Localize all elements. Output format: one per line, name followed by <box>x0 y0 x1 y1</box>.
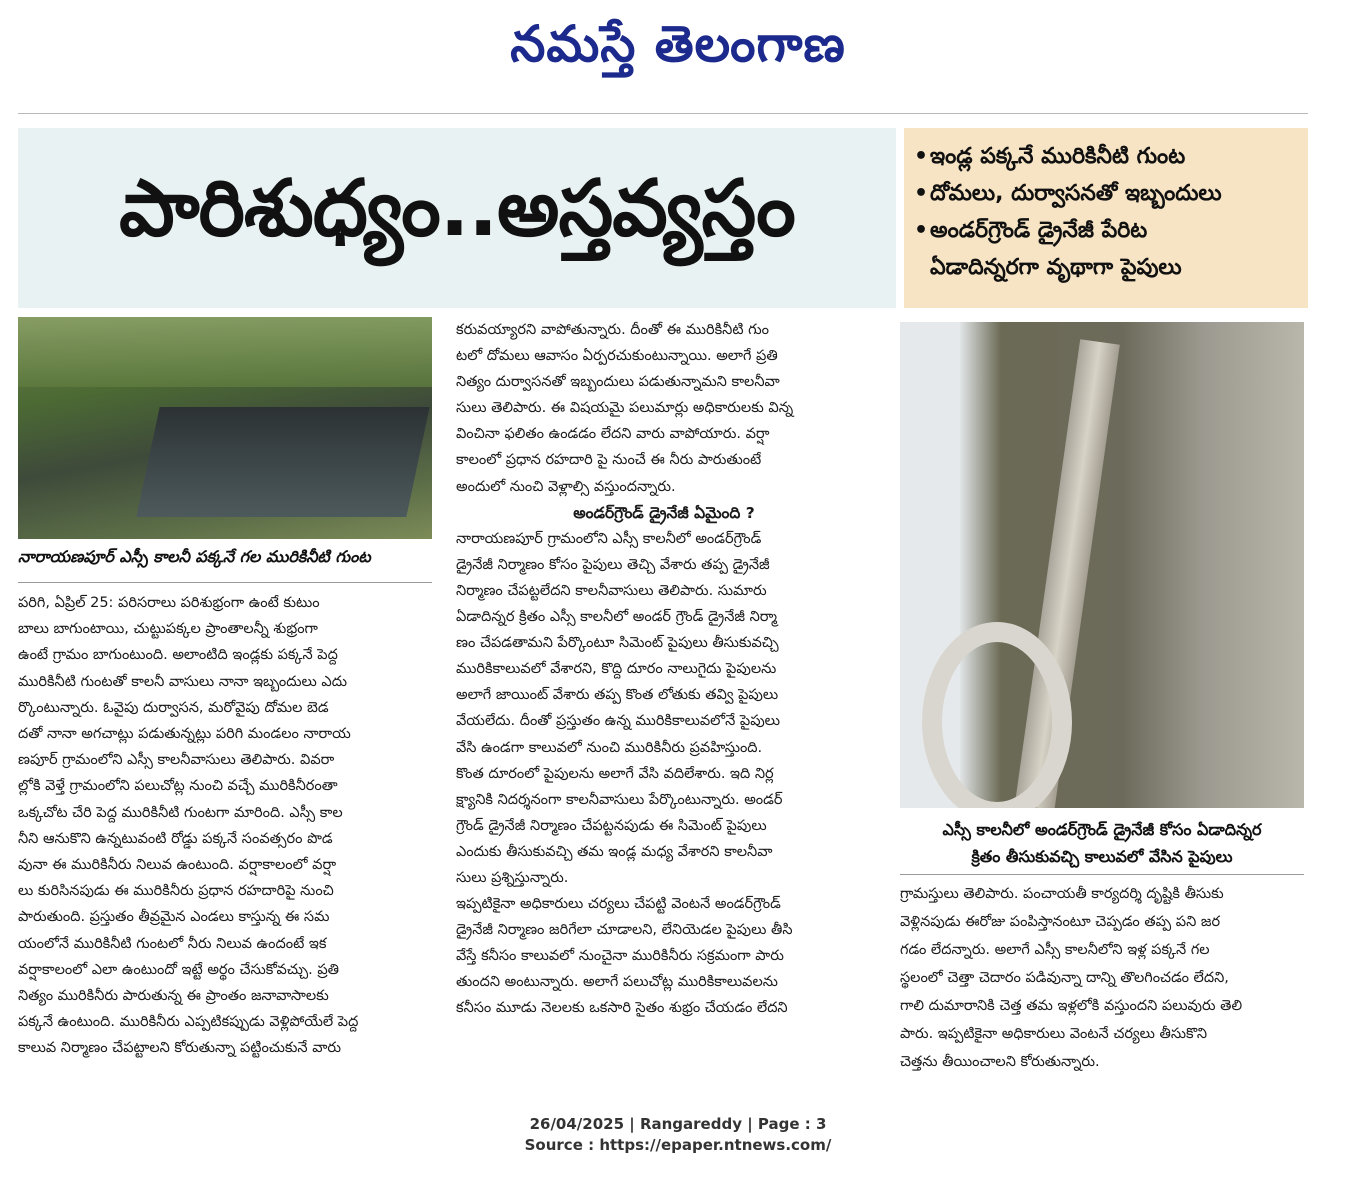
article-line: పరిగి, ఏప్రిల్ 25: పరిసరాలు పరిశుభ్రంగా ఉంటే కుటుం <box>18 595 320 611</box>
article-line: గ్రామస్తులు తెలిపారు. పంచాయతీ కార్యదర్శి దృష్టికి తీసుకు <box>900 886 1224 902</box>
article-line: నిత్యం మురికినీరు పారుతున్న ఈ ప్రాంతం జనావాసాలకు <box>18 988 329 1005</box>
article-line: నిత్యం దుర్వాసనతో ఇబ్బందులు పడుతున్నామని కాలనీవా <box>456 374 780 391</box>
caption-line: ఎస్సీ కాలనీలో అండర్‌గ్రౌండ్ డ్రైనేజీ కోసం ఏడాదిన్నర <box>942 820 1262 839</box>
article-line: పక్కనే ఉంటుంది. మురికినీరు ఎప్పటికప్పుడు వెళ్లిపోయేలే పెద్ద <box>18 1014 359 1031</box>
edition-info: 26/04/2025 | Rangareddy | Page : 3 <box>529 1115 827 1133</box>
article-line: వునా ఈ మురికినీరు నిలువ ఉంటుంది. వర్షాకాలంలో వర్షా <box>18 857 337 874</box>
article-line: ర్కొంటున్నారు. ఓవైపు దుర్వాసన, మరోవైపు దోమల బెడ <box>18 699 329 716</box>
photo-pipe-ring <box>922 622 1072 808</box>
article-line: వేయలేదు. దీంతో ప్రస్తుతం ఉన్న మురికికాలువలోనే పైపులు <box>456 713 780 730</box>
article-line: సులు తెలిపారు. ఈ విషయమై పలుమార్లు అధికారులకు విన్న <box>456 400 794 417</box>
article-line: టలో దోమలు ఆవాసం ఏర్పరచుకుంటున్నాయి. అలాగే ప్రతి <box>456 348 778 365</box>
article-line: ఏడాదిన్నర క్రితం ఎస్సీ కాలనీలో అండర్ గ్రౌండ్ డ్రైనేజీ నిర్మా <box>456 609 778 626</box>
bullet-icon: • <box>914 181 929 206</box>
article-line: కాలంలో ప్రధాన రహదారి పై నుంచే ఈ నీరు పారుతుంటే <box>456 452 762 469</box>
article-line: అందులో నుంచి వెళ్లాల్సి వస్తుందన్నారు. <box>456 478 676 495</box>
article-line: నీని ఆనుకొని ఉన్నటువంటి రోడ్డు పక్కనే సంవత్సరం పొడ <box>18 830 333 847</box>
article-line: పారుతుంది. ప్రస్తుతం తీవ్రమైన ఎండలు కాస్తున్న ఈ సమ <box>18 909 330 926</box>
article-line: ణపూర్ గ్రామంలోని ఎస్సీ కాలనీవాసులు తెలిపారు. వివరా <box>18 752 335 769</box>
article-column-right <box>900 880 1304 1076</box>
article-line: వించినా ఫలితం ఉండడం లేదని వారు వాపోయారు. వర్షా <box>456 426 770 443</box>
article-line: దతో నానా అగచాట్లు పడుతున్నట్లు పరిగి మండలం నారాయ <box>18 726 351 743</box>
photo-water <box>136 407 429 517</box>
article-line: సులు ప్రశ్నిస్తున్నారు. <box>456 869 569 886</box>
article-line: ఉంటే గ్రామం బాగుంటుంది. అలాంటిది ఇండ్లకు పక్కనే పెద్ద <box>18 647 338 664</box>
highlight-item: •అండర్‌గ్రౌండ్ డ్రైనేజీ పేరిట <box>914 212 1300 249</box>
highlights-box <box>904 128 1308 308</box>
article-line: క్ష్యానికి నిదర్శనంగా కాలనీవాసులు పేర్కొంటున్నారు. అండర్ <box>456 791 783 808</box>
article-subheading: అండర్‌గ్రౌండ్ డ్రైనేజీ ఏమైంది ? <box>573 503 755 522</box>
article-line: వేసి ఉండగా కాలువలో నుంచి మురికినీరు ప్రవహిస్తుంది. <box>456 739 763 756</box>
caption-divider <box>18 582 432 583</box>
article-line: పారు. ఇప్పటికైనా అధికారులు వెంటనే చర్యలు తీసుకొని <box>900 1026 1208 1042</box>
caption-line: క్రితం తీసుకువచ్చి కాలువలో వేసిన పైపులు <box>971 847 1233 866</box>
article-line: వర్షాకాలంలో ఎలా ఉంటుందో ఇట్టే అర్థం చేసుకోవచ్చు. ప్రతి <box>18 961 340 978</box>
newspaper-logo: నమస్తే తెలంగాణ <box>510 14 846 73</box>
article-line: నిర్మాణం చేపట్టలేదని కాలనీవాసులు తెలిపారు. సుమారు <box>456 582 767 599</box>
article-line: చెత్తను తీయించాలని కోరుతున్నారు. <box>900 1054 1100 1070</box>
article-line: కాలువ నిర్మాణం చేపట్టాలని కోరుతున్నా పట్టించుకునే వారు <box>18 1040 342 1057</box>
article-line: యంలోనే మురికినీటి గుంటలో నీరు నిలువ ఉందంటే ఇక <box>18 935 327 952</box>
article-line: గడం లేదన్నారు. అలాగే ఎస్సీ కాలనీలోని ఇళ్ల పక్కనే గల <box>900 942 1210 958</box>
article-line: గాలి దుమారానికి చెత్త తమ ఇళ్లలోకి వస్తుందని పలువురు తెలి <box>900 998 1243 1014</box>
article-column-left <box>18 590 432 1062</box>
bullet-icon: • <box>914 144 929 169</box>
highlight-item-continued: ఏడాదిన్నరగా వృథాగా పైపులు <box>930 255 1182 280</box>
drainage-pipes-photo <box>900 322 1304 808</box>
photo-caption-right <box>900 816 1304 870</box>
source-link: Source : https://epaper.ntnews.com/ <box>524 1136 832 1154</box>
highlight-item: •ఇండ్ల పక్కనే మురికినీటి గుంట <box>914 138 1300 175</box>
article-line: ల్లోకి వెళ్తే గ్రామంలోని పలుచోట్ల నుంచి వచ్చే మురికినీరంతా <box>18 778 338 795</box>
article-line: ఒక్కచోట చేరి పెద్ద మురికినీటి గుంటగా మారింది. ఎస్సీ కాల <box>18 804 343 821</box>
article-line: అలాగే జాయింట్ వేశారు తప్ప కొంత లోతుకు తవ్వి పైపులు <box>456 687 779 704</box>
article-line: డ్రైనేజీ నిర్మాణం కోసం పైపులు తెచ్చి వేశారు తప్ప డ్రైనేజీ <box>456 556 770 573</box>
article-line: ణం చేపడతామని పేర్కొంటూ సిమెంట్ పైపులు తీసుకువచ్చి <box>456 635 779 652</box>
sewage-pit-photo <box>18 317 432 539</box>
article-line: వెళ్లినపుడు ఈరోజు పంపిస్తానంటూ చెప్పడం తప్ప పని జర <box>900 914 1221 930</box>
article-line: మురికికాలువలో వేశారని, కొద్ది దూరం నాలుగైదు పైపులను <box>456 661 777 678</box>
caption-divider <box>900 874 1304 875</box>
article-line: లు కురిసినపుడు ఈ మురికినీరు ప్రధాన రహదారిపై నుంచి <box>18 883 334 900</box>
page-footer <box>0 1114 1356 1156</box>
article-line: గ్రౌండ్ డ్రైనేజీ నిర్మాణం చేపట్టనపుడు ఈ సిమెంట్ పైపులు <box>456 817 767 834</box>
photo-caption-left: నారాయణపూర్ ఎస్సీ కాలనీ పక్కనే గల మురికినీటి గుంట <box>18 547 371 566</box>
article-line: ఇప్పటికైనా అధికారులు చర్యలు చేపట్టి వెంటనే అండర్‌గ్రౌండ్ <box>456 896 781 913</box>
article-line: ఎందుకు తీసుకువచ్చి తమ ఇండ్ల మధ్య వేశారని కాలనీవా <box>456 843 773 860</box>
photo-vegetation <box>18 317 432 387</box>
article-line: కొంత దూరంలో పైపులను అలాగే వేసి వదిలేశారు. ఇది నిర్ల <box>456 765 774 782</box>
headline-banner <box>18 128 896 308</box>
highlight-item: •దోమలు, దుర్వాసనతో ఇబ్బందులు <box>914 175 1300 212</box>
article-line: స్థలంలో చెత్తా చెదారం పడివున్నా దాన్ని తొలగించడం లేదని, <box>900 970 1229 986</box>
article-line: వేస్తే కనీసం కాలువలో నుంచైనా మురికినీరు సక్రమంగా పారు <box>456 948 784 965</box>
article-line: నారాయణపూర్ గ్రామంలోని ఎస్సీ కాలనీలో అండర్‌గ్రౌండ్ <box>456 530 762 547</box>
article-line: డ్రైనేజీ నిర్మాణం జరిగేలా చూడాలని, లేనియెడల పైపులు తీసి <box>456 922 793 939</box>
article-line: కనీసం మూడు నెలలకు ఒకసారి సైతం శుభ్రం చేయడం లేదని <box>456 1000 788 1017</box>
article-line: కరువయ్యారని వాపోతున్నారు. దీంతో ఈ మురికినీటి గుం <box>456 322 769 338</box>
article-column-middle <box>456 317 872 1022</box>
masthead <box>0 0 1356 100</box>
headline: పారిశుధ్యం..అస్తవ్యస్తం <box>119 163 795 254</box>
bullet-icon: • <box>914 218 929 243</box>
article-line: బాలు బాగుంటాయి, చుట్టుపక్కల ప్రాంతాలన్నీ శుభ్రంగా <box>18 621 318 638</box>
header-divider <box>18 113 1308 114</box>
article-line: తుందని అంటున్నారు. అలాగే పలుచోట్ల మురికికాలువలను <box>456 974 778 991</box>
article-line: మురికినీటి గుంటతో కాలనీ వాసులు నానా ఇబ్బందులు ఎదు <box>18 673 347 690</box>
